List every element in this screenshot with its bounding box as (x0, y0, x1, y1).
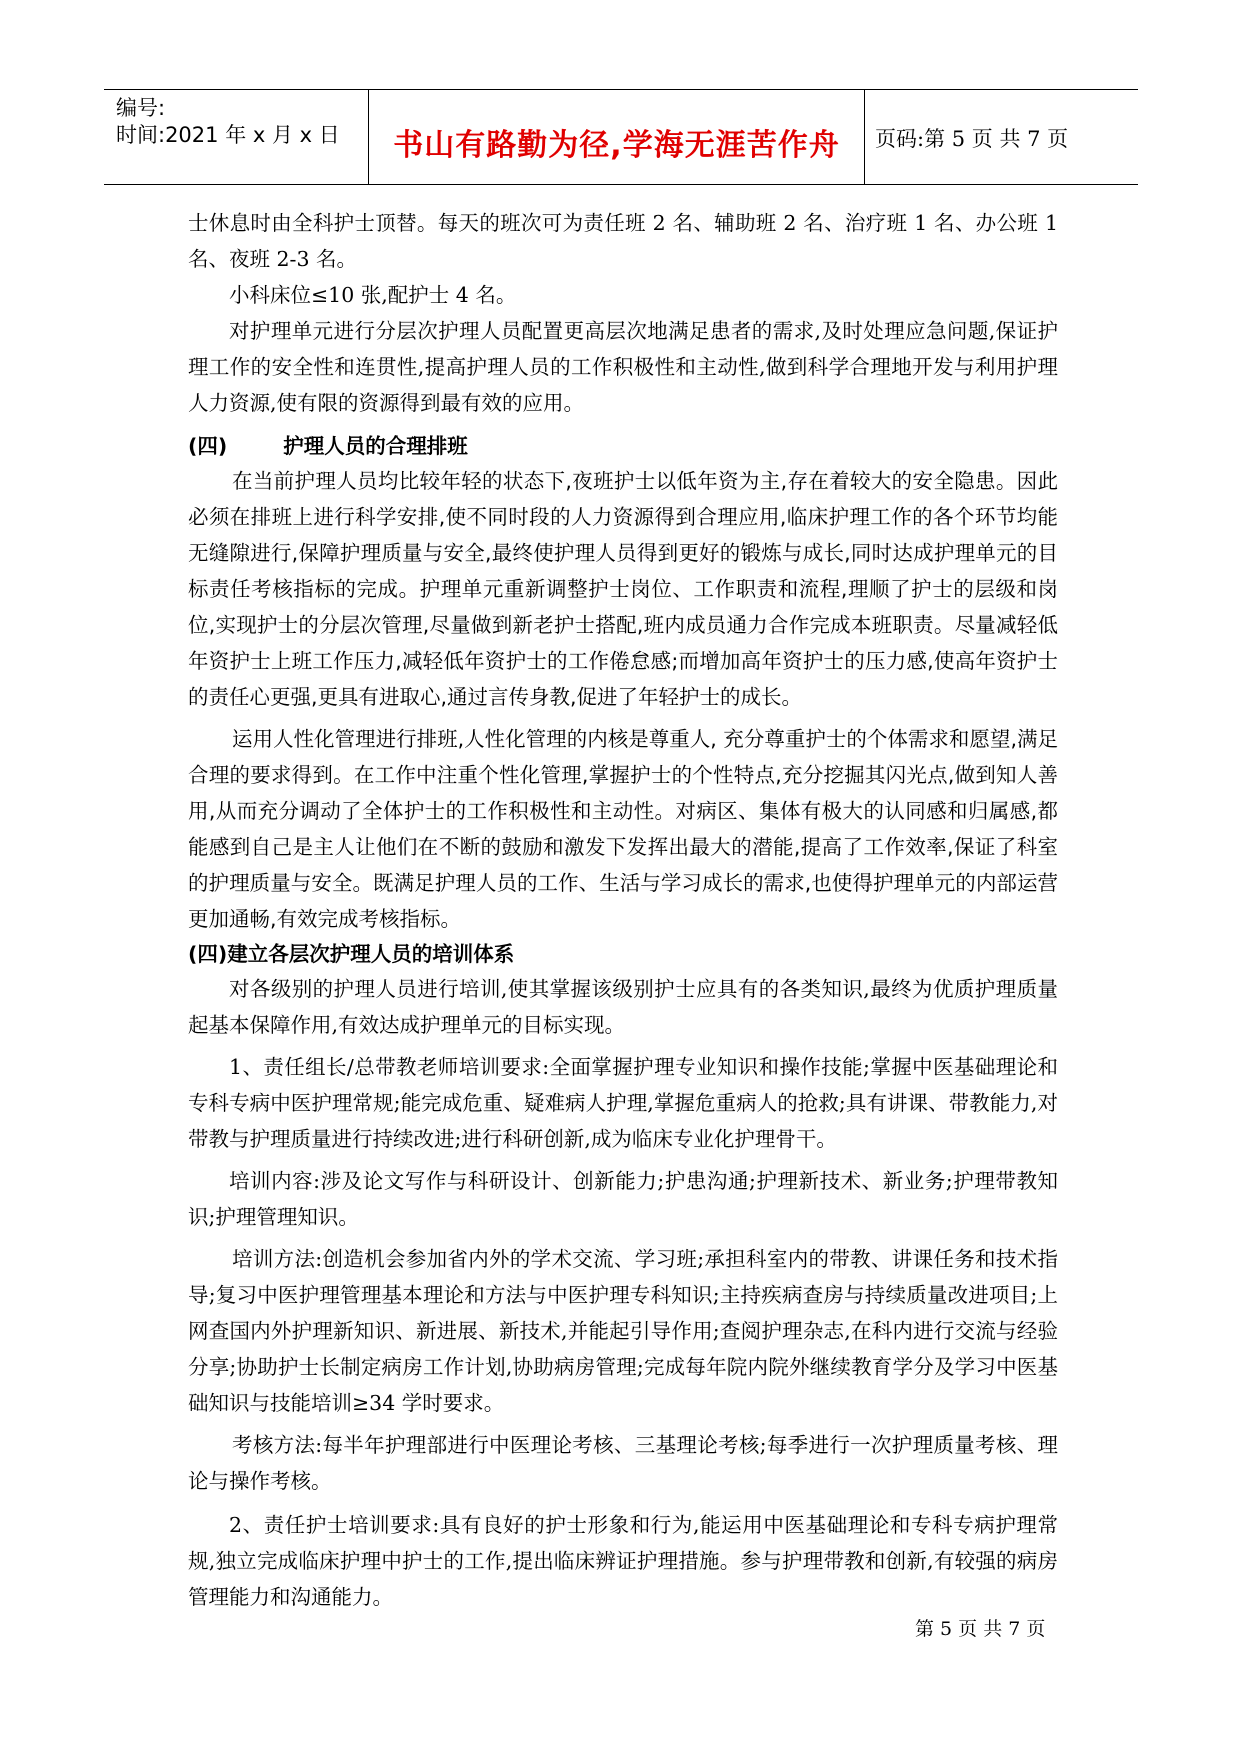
paragraph-small-department: 小科床位≤10 张,配护士 4 名。 (229, 283, 517, 307)
paragraph-responsible-nurse-requirements: 2、责任护士培训要求:具有良好的护士形象和行为,能运用中医基础理论和专科专病护理常规,独立完成临床护理中护士的工作,提出临床辨证护理措施。参与护理带教和创新,有较强的病房管理能力和沟通能力。 (188, 1513, 1058, 1609)
header-right-cell (863, 90, 1138, 184)
header-page-number: 页码:第 5 页 共 7 页 (875, 127, 1069, 151)
section-heading-title: 护理人员的合理排班 (283, 434, 468, 458)
paragraph-humanized-management: 运用人性化管理进行排班,人性化管理的内核是尊重人, 充分尊重护士的个体需求和愿望,满足合理的要求得到。在工作中注重个性化管理,掌握护士的个性特点,充分挖掘其闪光点,做到知人善用,从而充分调动了全体护士的工作积极性和主动性。对病区、集体有极大的认同感和归属感,都能感到自己是主人让他们在不断的鼓励和激发下发挥出最大的潜能,提高了工作效率,保证了科室的护理质量与安全。既满足护理人员的工作、生活与学习成长的需求,也使得护理单元的内部运营更加通畅,有效完成考核指标。 (188, 727, 1058, 931)
document-body (188, 205, 1058, 1615)
header-left-cell (104, 90, 368, 184)
paragraph-assessment-methods: 考核方法:每半年护理部进行中医理论考核、三基理论考核;每季进行一次护理质量考核、理论与操作考核。 (188, 1433, 1058, 1493)
paragraph-scheduling-arrangement: 在当前护理人员均比较年轻的状态下,夜班护士以低年资为主,存在着较大的安全隐患。因此必须在排班上进行科学安排,使不同时段的人力资源得到合理应用,临床护理工作的各个环节均能无缝隙进行,保障护理质量与安全,最终使护理人员得到更好的锻炼与成长,同时达成护理单元的目标责任考核指标的完成。护理单元重新调整护士岗位、工作职责和流程,理顺了护士的层级和岗位,实现护士的分层次管理,尽量做到新老护士搭配,班内成员通力合作完成本班职责。尽量减轻低年资护士上班工作压力,减轻低年资护士的工作倦怠感;而增加高年资护士的压力感,使高年资护士的责任心更强,更具有进取心,通过言传身教,促进了年轻护士的成长。 (188, 469, 1058, 709)
section-heading-scheduling (188, 429, 1058, 463)
header-motto: 书山有路勤为径,学海无涯苦作舟 (393, 128, 840, 163)
document-time-label: 时间:2021 年 x 月 x 日 (116, 123, 340, 147)
section-heading-number: (四) (188, 434, 228, 458)
paragraph-layered-staffing: 对护理单元进行分层次护理人员配置更高层次地满足患者的需求,及时处理应急问题,保证护理工作的安全性和连贯性,提高护理人员的工作积极性和主动性,做到科学合理地开发与利用护理人力资源,使有限的资源得到最有效的应用。 (188, 319, 1058, 415)
paragraph-team-leader-requirements: 1、责任组长/总带教老师培训要求:全面掌握护理专业知识和操作技能;掌握中医基础理论和专科专病中医护理常规;能完成危重、疑难病人护理,掌握危重病人的抢救;具有讲课、带教能力,对带教与护理质量进行持续改进;进行科研创新,成为临床专业化护理骨干。 (188, 1055, 1058, 1151)
header-center-cell (368, 90, 865, 184)
paragraph-training-content: 培训内容:涉及论文写作与科研设计、创新能力;护患沟通;护理新技术、新业务;护理带教知识;护理管理知识。 (188, 1169, 1058, 1229)
paragraph-training-methods: 培训方法:创造机会参加省内外的学术交流、学习班;承担科室内的带教、讲课任务和技术指导;复习中医护理管理基本理论和方法与中医护理专科知识;主持疾病查房与持续质量改进项目;上网查国内外护理新知识、新进展、新技术,并能起引导作用;查阅护理杂志,在科内进行交流与经验分享;协助护士长制定病房工作计划,协助病房管理;完成每年院内院外继续教育学分及学习中医基础知识与技能培训≥34 学时要求。 (188, 1247, 1058, 1415)
paragraph-training-overview: 对各级别的护理人员进行培训,使其掌握该级别护士应具有的各类知识,最终为优质护理质量起基本保障作用,有效达成护理单元的目标实现。 (188, 977, 1058, 1037)
page-footer-number: 第 5 页 共 7 页 (915, 1618, 1046, 1640)
page-header (104, 89, 1138, 185)
paragraph-staffing-shifts: 士休息时由全科护士顶替。每天的班次可为责任班 2 名、辅助班 2 名、治疗班 1 名、办公班 1 名、夜班 2-3 名。 (188, 211, 1058, 271)
document-number-label: 编号: (116, 96, 166, 120)
section-heading-training: (四)建立各层次护理人员的培训体系 (188, 942, 515, 966)
